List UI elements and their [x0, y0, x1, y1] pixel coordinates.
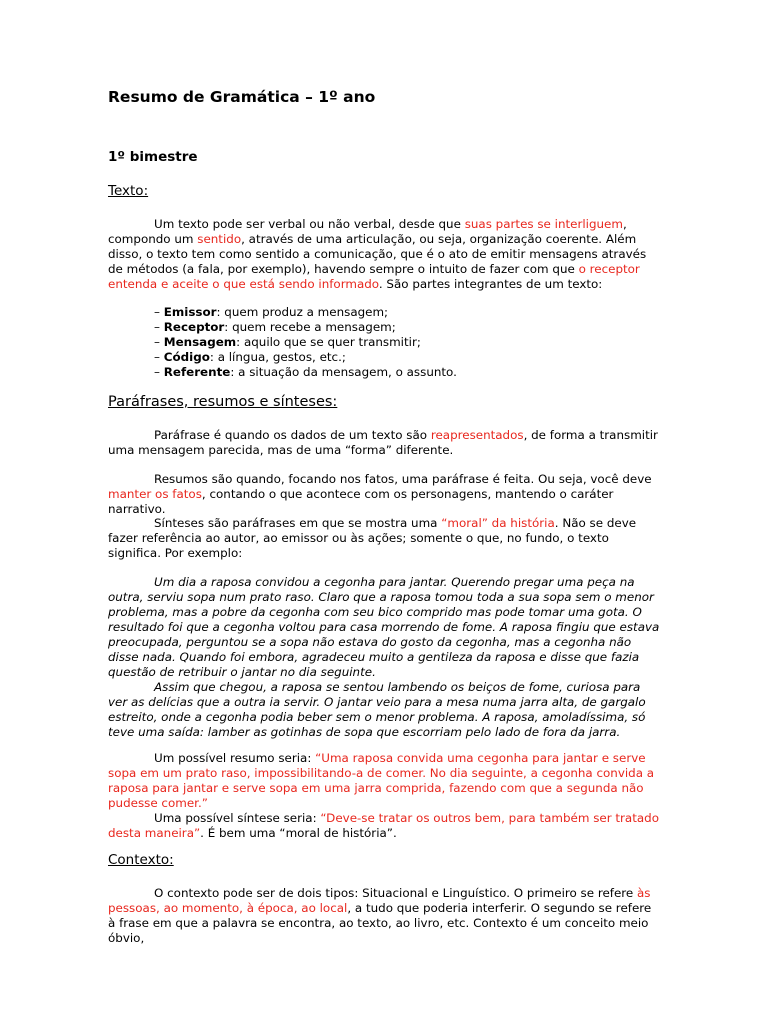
list-item: – Referente: a situação da mensagem, o assunto. — [154, 365, 457, 379]
paragraph-sintese-example: Uma possível síntese seria: “Deve-se tratar os outros bem, para também ser tratado desta maneira”. É bem uma “moral de história”. — [108, 811, 659, 840]
heading-contexto: Contexto: — [108, 852, 174, 868]
document-title: Resumo de Gramática – 1º ano — [108, 88, 376, 106]
paragraph-resumo-example: Um possível resumo seria: “Uma raposa convida uma cegonha para jantar e serve sopa em um prato raso, impossibilitando-a de comer. No dia seguinte, a cegonha convida a raposa para jantar e serve sopa em uma jarra comprida, fazendo com que a segunda não pudesse comer.” Uma possível síntese seria: “Deve-se tratar os outros bem, para também ser tratado desta maneira”. É bem uma “moral de história”. — [108, 751, 659, 840]
list-item: – Código: a língua, gestos, etc.; — [154, 350, 346, 364]
heading-texto: Texto: — [108, 183, 149, 199]
paragraph-parafrase: Paráfrase é quando os dados de um texto são reapresentados, de forma a transmitir uma mensagem parecida, mas de uma “forma” diferente. — [108, 428, 658, 457]
paragraph-contexto: O contexto pode ser de dois tipos: Situacional e Linguístico. O primeiro se refere às pessoas, ao momento, à época, ao local, a tudo que poderia interferir. O segundo se refere à frase em que a palavra se encontra, ao texto, ao livro, etc. Contexto é um conceito meio óbvio, — [108, 886, 652, 945]
paragraph-resumos: Resumos são quando, focando nos fatos, uma paráfrase é feita. Ou seja, você deve manter os fatos, contando o que acontece com os personagens, mantendo o caráter narrativo. — [108, 472, 652, 516]
list-item: – Mensagem: aquilo que se quer transmitir; — [154, 335, 421, 349]
heading-parafrases: Paráfrases, resumos e sínteses: — [108, 394, 338, 410]
story-example — [108, 575, 660, 740]
story-paragraph-2: Assim que chegou, a raposa se sentou lambendo os beiços de fome, curiosa para ver as delícias que a outra ia servir. O jantar veio para a mesa numa jarra alta, de gargalo estreito, onde a cegonha podia beber sem o menor problema. A raposa, amoladíssima, só teve uma saída: lamber as gotinhas de sopa que escorriam pelo lado de fora da jarra. — [108, 680, 646, 739]
section-title: 1º bimestre — [108, 149, 198, 165]
list-item: – Receptor: quem recebe a mensagem; — [154, 320, 396, 334]
paragraph-texto: Um texto pode ser verbal ou não verbal, desde que suas partes se interliguem, compondo um sentido, através de uma articulação, ou seja, organização coerente. Além disso, o texto tem como sentido a comunicação, que é o ato de emitir mensagens através de métodos (a fala, por exemplo), havendo sempre o intuito de fazer com que o receptor entenda e aceite o que está sendo informado. São partes integrantes de um texto: — [108, 217, 647, 291]
text-parts-list — [154, 305, 457, 380]
paragraph-sinteses: Sínteses são paráfrases em que se mostra uma “moral” da história. Não se deve fazer referência ao autor, ao emissor ou às ações; somente o que, no fundo, o texto significa. Por exemplo: — [108, 516, 637, 560]
list-item: – Emissor: quem produz a mensagem; — [154, 305, 389, 319]
story-paragraph-1: Um dia a raposa convidou a cegonha para jantar. Querendo pregar uma peça na outra, serviu sopa num prato raso. Claro que a raposa tomou toda a sua sopa sem o menor problema, mas a pobre da cegonha com seu bico comprido mas pode tomar uma gota. O resultado foi que a cegonha voltou para casa morrendo de fome. A raposa fingiu que estava preocupada, perguntou se a sopa não estava do gosto da cegonha, mas a cegonha não disse nada. Quando foi embora, agradeceu muito a gentileza da raposa e disse que fazia questão de retribuir o jantar no dia seguinte. — [108, 575, 660, 679]
